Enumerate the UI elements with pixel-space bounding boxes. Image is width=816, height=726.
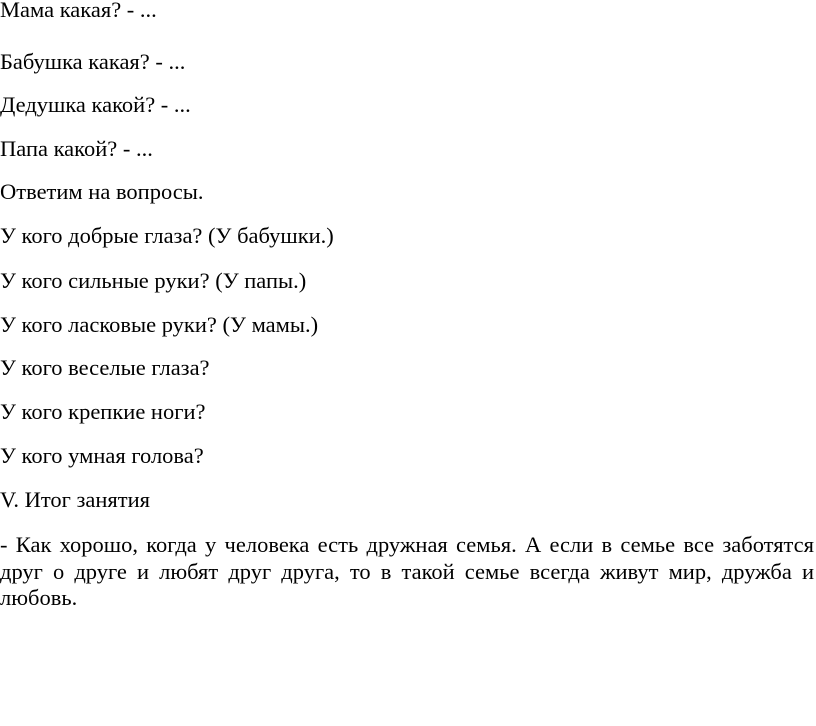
section-heading-summary: V. Итог занятия — [0, 487, 150, 512]
text-line-strong-legs: У кого крепкие ноги? — [0, 399, 206, 424]
text-line-kind-eyes: У кого добрые глаза? (У бабушки.) — [0, 223, 334, 248]
text-line-answer-questions: Ответим на вопросы. — [0, 179, 204, 204]
text-line-strong-hands: У кого сильные руки? (У папы.) — [0, 268, 307, 293]
closing-paragraph: - Как хорошо, когда у человека есть дружная семья. А если в семье все заботятся друг о друге и любят друг друга, то в такой семье всегда живут мир, дружба и любовь. — [0, 532, 814, 610]
text-line-smart-head: У кого умная голова? — [0, 443, 204, 468]
text-line-grandpa: Дедушка какой? - ... — [0, 92, 191, 117]
text-line-cheerful-eyes: У кого веселые глаза? — [0, 355, 210, 380]
text-line-gentle-hands: У кого ласковые руки? (У мамы.) — [0, 312, 319, 337]
text-line-mom: Мама какая? - ... — [0, 0, 157, 22]
text-line-grandma: Бабушка какая? - ... — [0, 49, 186, 74]
text-line-dad: Папа какой? - ... — [0, 136, 153, 161]
